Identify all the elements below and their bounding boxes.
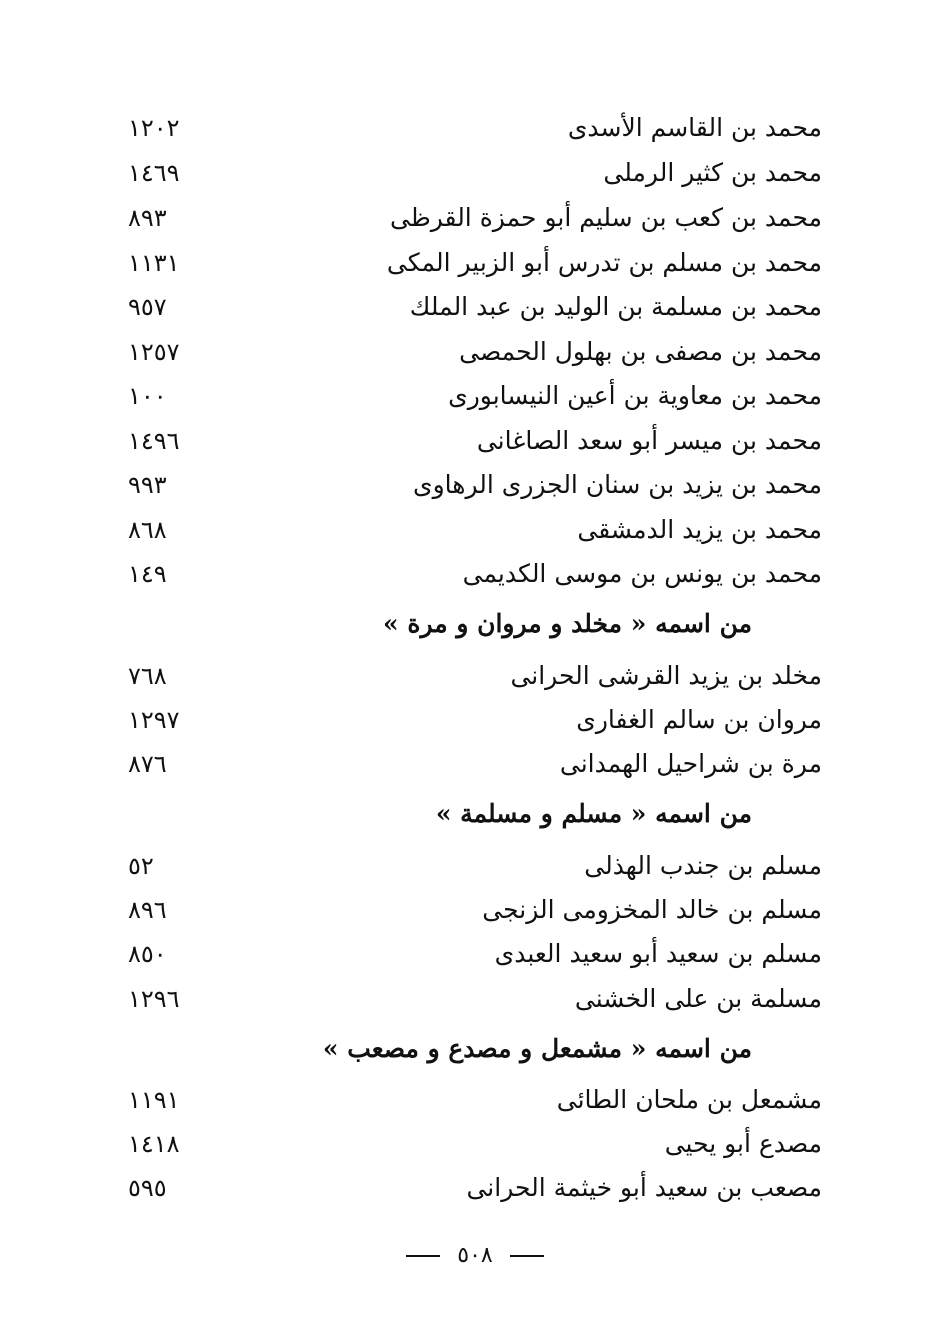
entry-name: محمد بن كثير الرملى: [603, 158, 822, 187]
index-entry: [0, 741, 950, 787]
index-entry: [0, 1077, 950, 1123]
index-entry: [0, 697, 950, 743]
footer-dash-right: [510, 1255, 544, 1257]
entry-number: ١٤١٨: [128, 1130, 180, 1158]
entry-number: ١٤٦٩: [128, 159, 180, 187]
entry-name: محمد بن يزيد الدمشقى: [577, 515, 822, 544]
index-entry: [0, 329, 950, 375]
entry-name: مصدع أبو يحيى: [664, 1129, 822, 1158]
page-number: ٥٠٨: [457, 1243, 493, 1268]
entry-name: مروان بن سالم الغفارى: [576, 705, 822, 734]
entry-number: ١٢٩٧: [128, 706, 180, 734]
entry-name: محمد بن معاوية بن أعين النيسابورى: [448, 381, 822, 410]
entry-name: محمد بن ميسر أبو سعد الصاغانى: [476, 426, 822, 455]
entry-name: محمد بن القاسم الأسدى: [567, 113, 822, 142]
entry-number: ١٤٩٦: [128, 427, 180, 455]
entry-number: ٩٥٧: [128, 293, 167, 321]
section-heading: [0, 1026, 950, 1072]
entry-number: ١٢٩٦: [128, 985, 180, 1013]
entry-number: ٧٦٨: [128, 662, 167, 690]
entry-number: ١٠٠: [128, 382, 167, 410]
index-entry: [0, 105, 950, 151]
entry-number: ٥٢: [128, 852, 154, 880]
entry-number: ٨٦٨: [128, 516, 167, 544]
entry-name: محمد بن مصفى بن بهلول الحمصى: [459, 337, 822, 366]
entry-number: ١٢٠٢: [128, 114, 180, 142]
index-entry: [0, 551, 950, 597]
entry-number: ١١٣١: [128, 249, 180, 277]
section-heading-text: من اسمه « مسلم و مسلمة »: [435, 799, 752, 828]
entry-name: مشمعل بن ملحان الطائى: [556, 1085, 822, 1114]
entry-number: ١٤٩: [128, 560, 167, 588]
section-heading-text: من اسمه « مشمعل و مصدع و مصعب »: [322, 1034, 752, 1063]
index-entry: [0, 240, 950, 286]
index-entry: [0, 462, 950, 508]
index-entry: [0, 418, 950, 464]
entry-number: ١٢٥٧: [128, 338, 180, 366]
index-entry: [0, 976, 950, 1022]
section-heading: [0, 601, 950, 647]
entry-number: ٩٩٣: [128, 471, 167, 499]
index-entry: [0, 507, 950, 553]
index-entry: [0, 373, 950, 419]
entry-name: محمد بن مسلمة بن الوليد بن عبد الملك: [409, 292, 822, 321]
index-entry: [0, 150, 950, 196]
entry-number: ٨٩٣: [128, 204, 167, 232]
index-entry: [0, 195, 950, 241]
entry-name: محمد بن مسلم بن تدرس أبو الزبير المكى: [386, 248, 822, 277]
entry-name: مصعب بن سعيد أبو خيثمة الحرانى: [466, 1173, 822, 1202]
section-heading-text: من اسمه « مخلد و مروان و مرة »: [383, 609, 752, 638]
entry-number: ٨٧٦: [128, 750, 167, 778]
index-entry: [0, 284, 950, 330]
index-entry: [0, 1121, 950, 1167]
entry-name: مسلم بن خالد المخزومى الزنجى: [482, 895, 822, 924]
index-entry: [0, 653, 950, 699]
entry-name: مرة بن شراحيل الهمدانى: [559, 749, 822, 778]
entry-number: ٨٩٦: [128, 896, 167, 924]
entry-name: محمد بن يونس بن موسى الكديمى: [462, 559, 822, 588]
entry-name: محمد بن كعب بن سليم أبو حمزة القرظى: [390, 203, 822, 232]
index-entry: [0, 931, 950, 977]
index-entry: [0, 843, 950, 889]
entry-number: ٥٩٥: [128, 1174, 167, 1202]
entry-name: محمد بن يزيد بن سنان الجزرى الرهاوى: [413, 470, 822, 499]
entry-number: ١١٩١: [128, 1086, 180, 1114]
index-entry: [0, 1165, 950, 1211]
entry-number: ٨٥٠: [128, 940, 167, 968]
entry-name: مسلم بن سعيد أبو سعيد العبدى: [494, 939, 822, 968]
entry-name: مخلد بن يزيد القرشى الحرانى: [510, 661, 822, 690]
index-entry: [0, 887, 950, 933]
page-footer: [0, 1236, 950, 1276]
entry-name: مسلمة بن على الخشنى: [574, 984, 822, 1013]
entry-name: مسلم بن جندب الهذلى: [584, 851, 822, 880]
section-heading: [0, 791, 950, 837]
footer-dash-left: [406, 1255, 440, 1257]
